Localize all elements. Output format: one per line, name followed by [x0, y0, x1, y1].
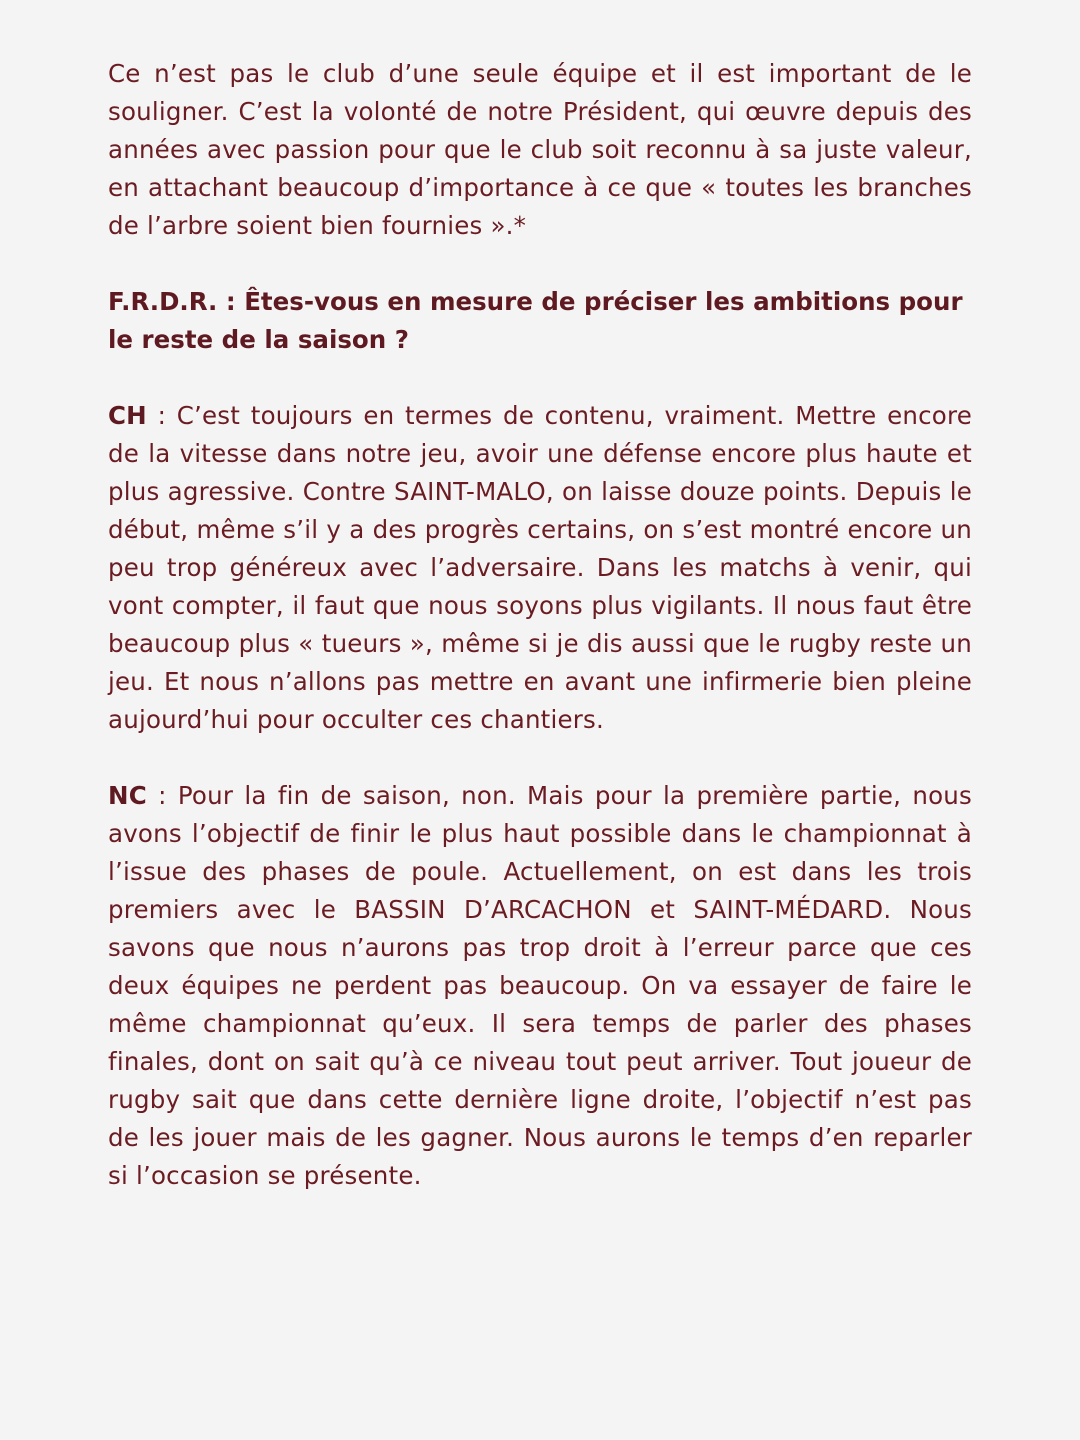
- answer-ch: [108, 397, 972, 739]
- speaker-ch: CH: [108, 401, 147, 430]
- intro-paragraph: Ce n’est pas le club d’une seule équipe et il est important de le souligner. C’est la volonté de notre Président, qui œuvre depuis des années avec passion pour que le club soit reconnu à sa juste valeur, en attachant beaucoup d’importance à ce que « toutes les branches de l’arbre soient bien fournies ».*: [108, 59, 972, 240]
- answer-nc-text: : Pour la fin de saison, non. Mais pour la première partie, nous avons l’objectif de finir le plus haut possible dans le championnat à l’issue des phases de poule. Actuellement, on est dans les trois premiers avec le BASSIN D’ARCACHON et SAINT-MÉDARD. Nous savons que nous n’aurons pas trop droit à l’erreur parce que ces deux équipes ne perdent pas beaucoup. On va essayer de faire le même championnat qu’eux. Il sera temps de parler des phases finales, dont on sait qu’à ce niveau tout peut arriver. Tout joueur de rugby sait que dans cette dernière ligne droite, l’objectif n’est pas de les jouer mais de les gagner. Nous aurons le temps d’en reparler si l’occasion se présente.: [108, 781, 972, 1190]
- answer-nc: [108, 777, 972, 1195]
- answer-ch-text: : C’est toujours en termes de contenu, vraiment. Mettre encore de la vitesse dans notre jeu, avoir une défense encore plus haute et plus agressive. Contre SAINT-MALO, on laisse douze points. Depuis le début, même s’il y a des progrès certains, on s’est montré encore un peu trop généreux avec l’adversaire. Dans les matchs à venir, qui vont compter, il faut que nous soyons plus vigilants. Il nous faut être beaucoup plus « tueurs », même si je dis aussi que le rugby reste un jeu. Et nous n’allons pas mettre en avant une infirmerie bien pleine aujourd’hui pour occulter ces chantiers.: [108, 401, 972, 734]
- interview-question: F.R.D.R. : Êtes-vous en mesure de préciser les ambitions pour le reste de la saison ?: [108, 287, 963, 354]
- speaker-nc: NC: [108, 781, 147, 810]
